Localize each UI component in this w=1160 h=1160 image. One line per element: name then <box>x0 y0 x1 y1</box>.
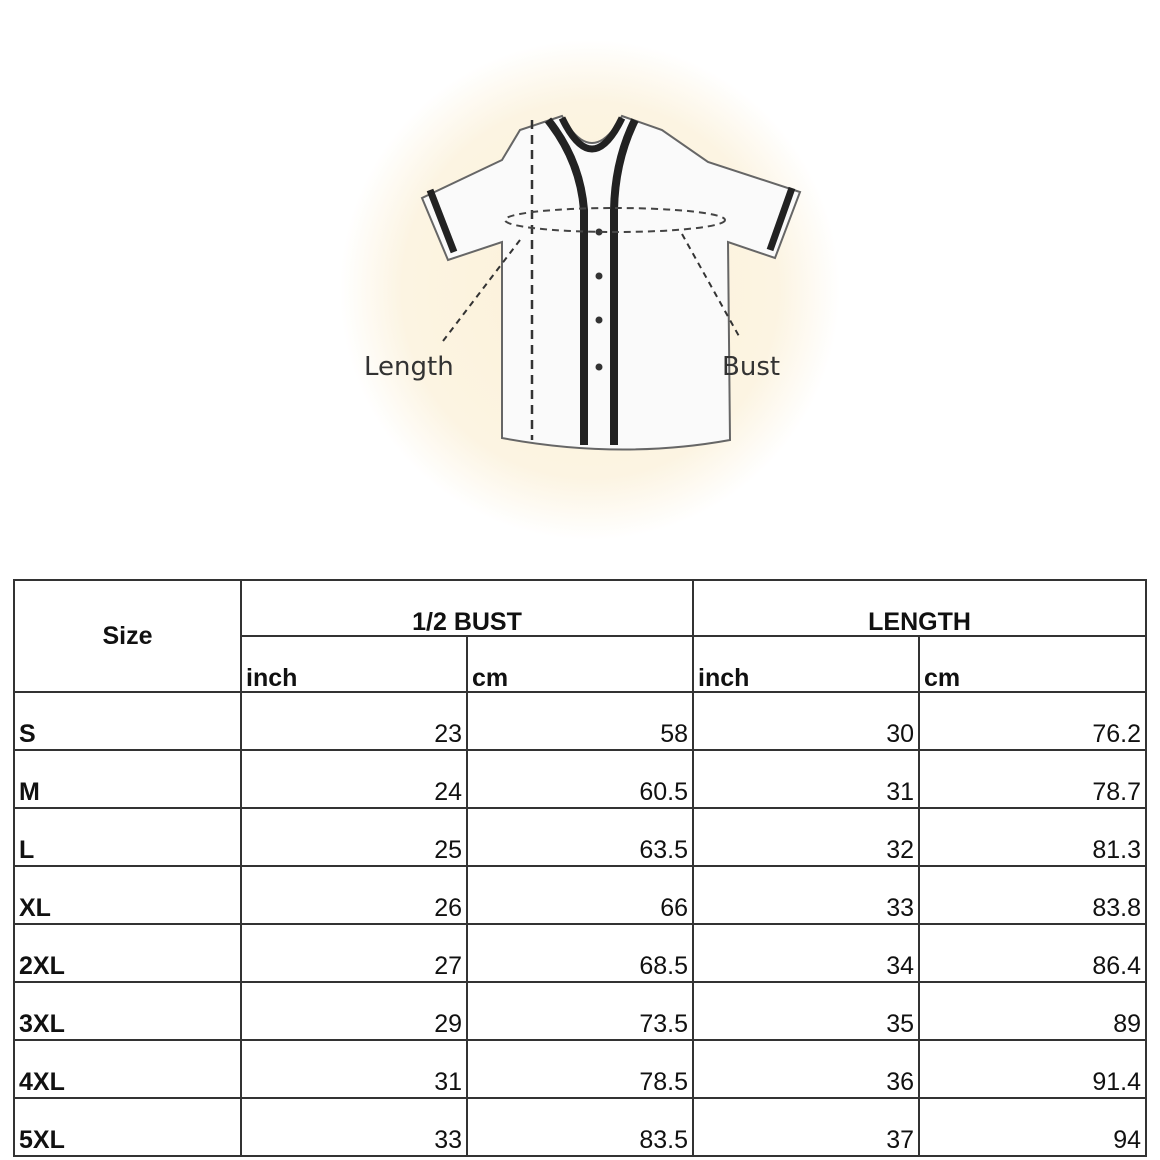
length-label: Length <box>364 352 454 382</box>
length-inch-cell: 35 <box>693 982 919 1040</box>
table-row <box>14 1098 1146 1156</box>
length-cm-cell: 91.4 <box>919 1040 1146 1098</box>
unit-length-inch: inch <box>693 636 919 692</box>
size-header: Size <box>14 580 241 692</box>
bust-inch-cell: 27 <box>241 924 467 982</box>
bust-cm-cell: 60.5 <box>467 750 693 808</box>
length-inch-cell: 37 <box>693 1098 919 1156</box>
bust-inch-cell: 25 <box>241 808 467 866</box>
table-row <box>14 692 1146 750</box>
jersey-diagram <box>330 20 850 540</box>
length-cm-cell: 89 <box>919 982 1146 1040</box>
length-inch-cell: 36 <box>693 1040 919 1098</box>
size-chart-table <box>13 579 1147 1157</box>
bust-cm-cell: 83.5 <box>467 1098 693 1156</box>
table-row <box>14 750 1146 808</box>
table-row <box>14 982 1146 1040</box>
size-cell: L <box>14 808 241 866</box>
bust-inch-cell: 23 <box>241 692 467 750</box>
length-cm-cell: 78.7 <box>919 750 1146 808</box>
length-inch-cell: 31 <box>693 750 919 808</box>
bust-inch-cell: 29 <box>241 982 467 1040</box>
length-cm-cell: 81.3 <box>919 808 1146 866</box>
bust-cm-cell: 68.5 <box>467 924 693 982</box>
length-cm-cell: 76.2 <box>919 692 1146 750</box>
length-inch-cell: 32 <box>693 808 919 866</box>
header-row <box>14 580 1146 636</box>
length-inch-cell: 30 <box>693 692 919 750</box>
bust-label: Bust <box>722 352 781 382</box>
length-cm-cell: 86.4 <box>919 924 1146 982</box>
size-cell: 4XL <box>14 1040 241 1098</box>
bust-inch-cell: 24 <box>241 750 467 808</box>
size-cell: S <box>14 692 241 750</box>
length-inch-cell: 33 <box>693 866 919 924</box>
table-row <box>14 866 1146 924</box>
table-row <box>14 808 1146 866</box>
table-row <box>14 1040 1146 1098</box>
bust-inch-cell: 31 <box>241 1040 467 1098</box>
bust-cm-cell: 66 <box>467 866 693 924</box>
length-header: LENGTH <box>693 580 1146 636</box>
size-cell: 2XL <box>14 924 241 982</box>
size-cell: 5XL <box>14 1098 241 1156</box>
size-cell: 3XL <box>14 982 241 1040</box>
length-cm-cell: 94 <box>919 1098 1146 1156</box>
bust-header: 1/2 BUST <box>241 580 693 636</box>
bust-cm-cell: 58 <box>467 692 693 750</box>
bust-cm-cell: 73.5 <box>467 982 693 1040</box>
unit-bust-cm: cm <box>467 636 693 692</box>
bust-inch-cell: 33 <box>241 1098 467 1156</box>
length-cm-cell: 83.8 <box>919 866 1146 924</box>
size-cell: M <box>14 750 241 808</box>
size-cell: XL <box>14 866 241 924</box>
unit-length-cm: cm <box>919 636 1146 692</box>
table-row <box>14 924 1146 982</box>
bust-cm-cell: 78.5 <box>467 1040 693 1098</box>
bust-cm-cell: 63.5 <box>467 808 693 866</box>
bust-inch-cell: 26 <box>241 866 467 924</box>
jersey-illustration <box>330 20 850 540</box>
length-inch-cell: 34 <box>693 924 919 982</box>
unit-bust-inch: inch <box>241 636 467 692</box>
